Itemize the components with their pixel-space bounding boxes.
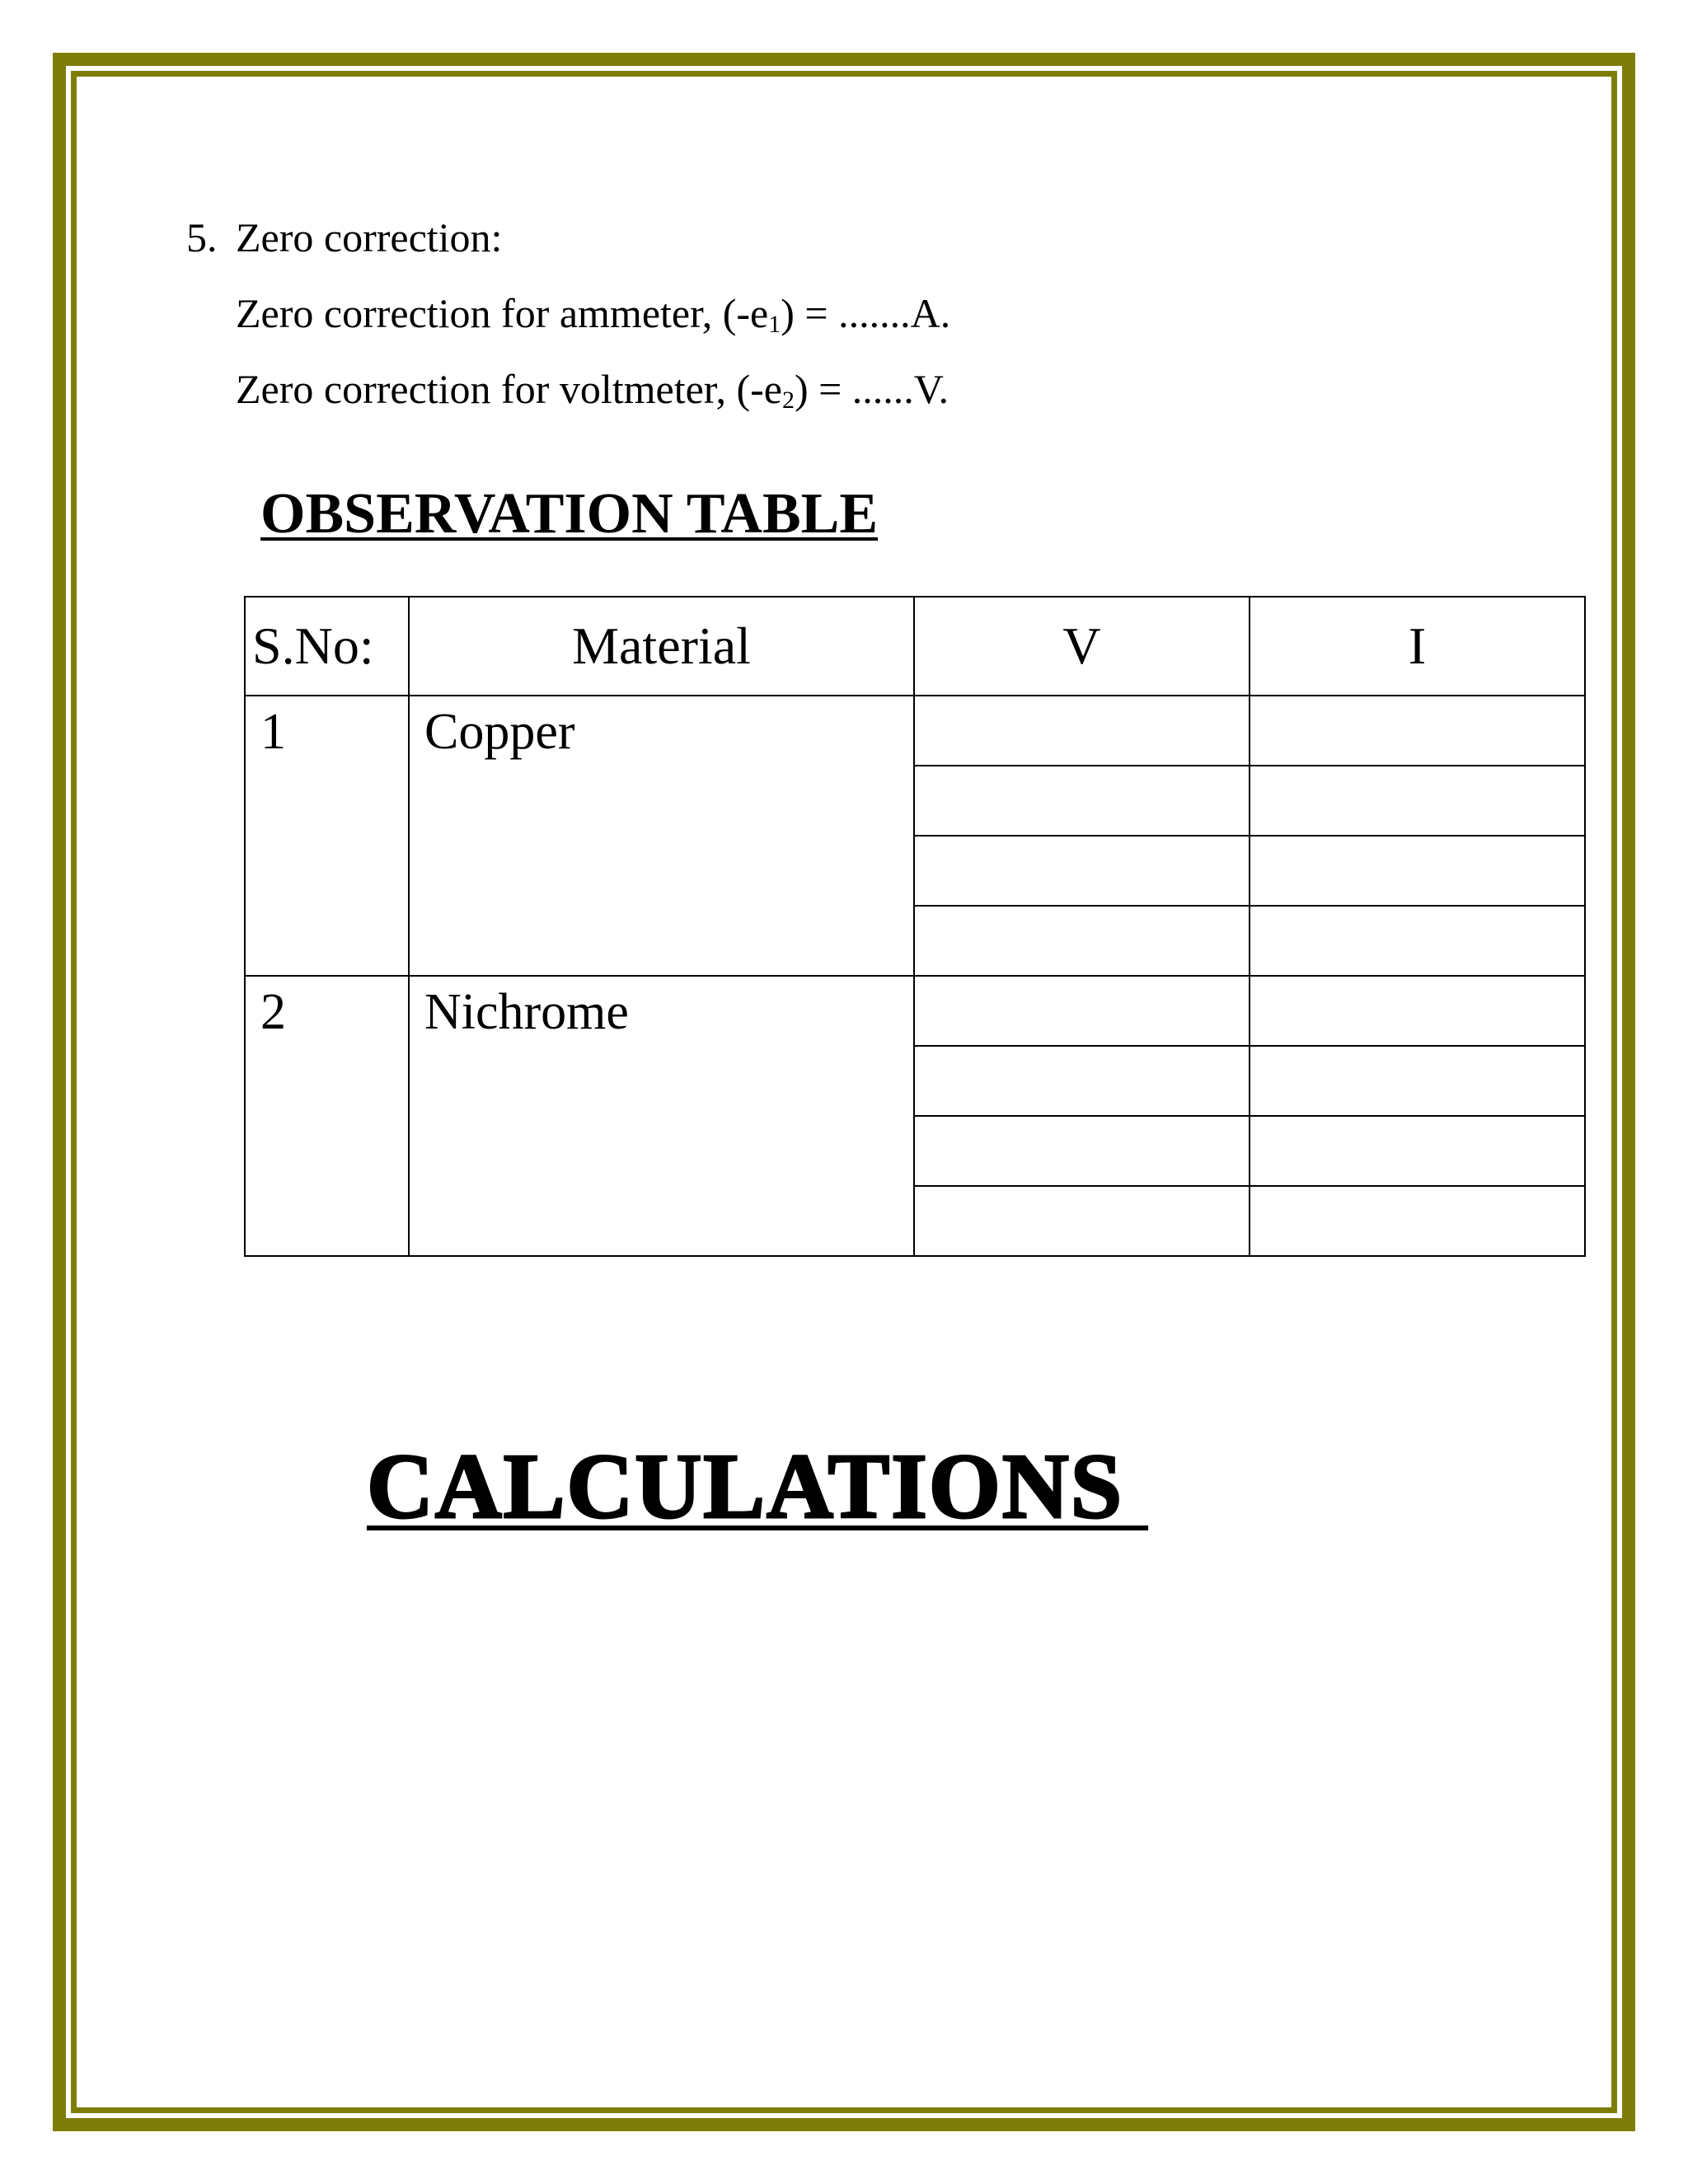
voltage-cell[interactable] <box>914 696 1250 766</box>
observation-table <box>244 596 1586 1257</box>
voltmeter-correction-value: ) = ......V. <box>794 366 949 412</box>
item-number: 5. <box>186 214 218 260</box>
header-sno: S.No: <box>245 597 409 696</box>
header-v: V <box>914 597 1250 696</box>
voltmeter-correction-label: Zero correction for voltmeter, (-e <box>236 366 782 412</box>
voltage-cell[interactable] <box>914 836 1250 906</box>
current-cell[interactable] <box>1250 836 1585 906</box>
current-cell[interactable] <box>1250 906 1585 976</box>
current-cell[interactable] <box>1250 696 1585 766</box>
voltmeter-correction-line <box>236 364 949 414</box>
table-row <box>245 976 1585 1046</box>
voltage-cell[interactable] <box>914 906 1250 976</box>
current-cell[interactable] <box>1250 1186 1585 1256</box>
current-cell[interactable] <box>1250 1116 1585 1186</box>
ammeter-correction-value: ) = .......A. <box>781 290 951 336</box>
observation-table-title: OBSERVATION TABLE <box>260 482 879 546</box>
sno-cell: 2 <box>245 976 409 1256</box>
zero-correction-title: Zero correction: <box>236 214 503 260</box>
voltmeter-subscript: 2 <box>781 387 795 414</box>
current-cell[interactable] <box>1250 976 1585 1046</box>
voltage-cell[interactable] <box>914 1046 1250 1116</box>
material-cell: Copper <box>409 696 914 976</box>
voltage-cell[interactable] <box>914 976 1250 1046</box>
ammeter-correction-line <box>236 288 950 338</box>
voltage-cell[interactable] <box>914 1186 1250 1256</box>
voltage-cell[interactable] <box>914 766 1250 836</box>
ammeter-correction-label: Zero correction for ammeter, (-e <box>236 290 769 336</box>
sno-cell: 1 <box>245 696 409 976</box>
current-cell[interactable] <box>1250 1046 1585 1116</box>
table-header-row <box>245 597 1585 696</box>
current-cell[interactable] <box>1250 766 1585 836</box>
header-i: I <box>1250 597 1585 696</box>
zero-correction-heading <box>186 213 502 262</box>
calculations-title: CALCULATIONS <box>367 1436 1149 1538</box>
header-material: Material <box>409 597 914 696</box>
ammeter-subscript: 1 <box>768 311 781 338</box>
table-row <box>245 696 1585 766</box>
material-cell: Nichrome <box>409 976 914 1256</box>
voltage-cell[interactable] <box>914 1116 1250 1186</box>
